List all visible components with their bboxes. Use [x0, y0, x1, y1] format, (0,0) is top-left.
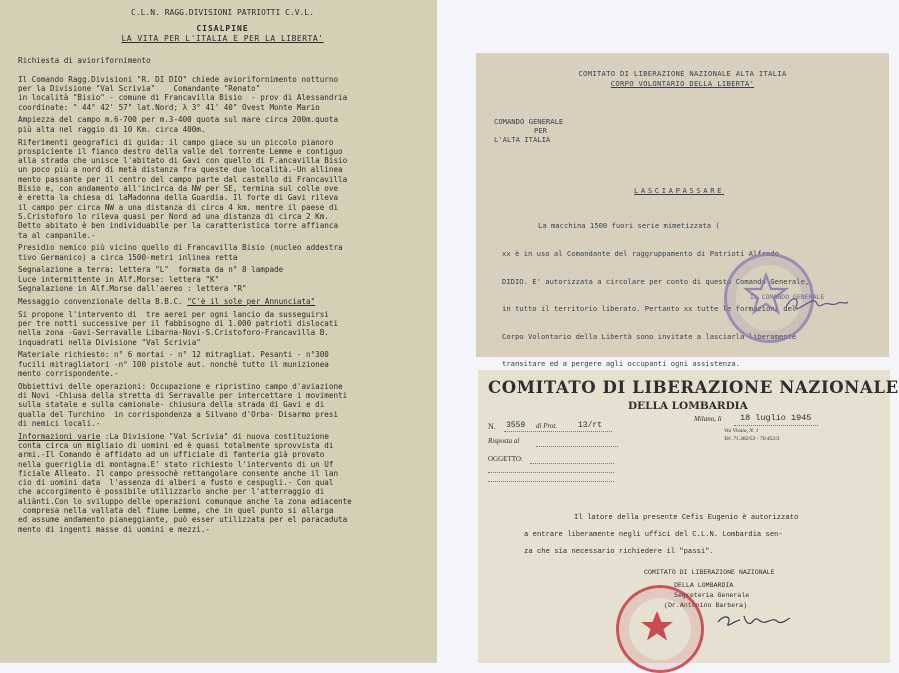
- body-line-1: Il latore della presente Cefis Eugenio è autorizzato: [574, 514, 799, 522]
- address-line: Via Vivaio, N. 1: [724, 428, 759, 434]
- body-line-3: za che sia necessario richiedere il "passi".: [524, 548, 714, 556]
- message-label: Messaggio convenzionale della B.B.C.: [18, 296, 188, 306]
- paragraph-materiale: Materiale richiesto: n° 6 mortai - n° 12 mitragliat. Pesanti - n°300 fucili mitragliatori -n° 100 pistole aut. nonchè tutto il munizionea mento corrispondente.-: [18, 350, 329, 378]
- pass-body-line: La macchina 1500 fuori serie mimetizzata (: [538, 221, 720, 231]
- addressee-line-1: COMANDO GENERALE: [494, 117, 564, 126]
- reply-label: Risposta al: [488, 437, 520, 445]
- document-clnl-pass: [478, 370, 899, 663]
- pass-body-line: xx è in uso al Comandante del raggruppamento di Patrioti Alfredo: [502, 249, 779, 259]
- paragraph-riferimenti: Riferimenti geografici di guida: il campo giace su un piccolo pianoro prospiciente il fianco destro della valle del torrente Lemme e contiguo alla strada che unisce l'abitato di Gavi con quello di F.ancavilla Bisio un poco più a nord di metà distanza fra queste due località.-Un allinea mento passante per il centro del campo parte dal castello di Francavilla Bisio e, con andamento all'incirca da NW per SE, termina sul colle ove è eretta la chiesa di laMadonna della Guardia. Il forte di Gavi rileva il campo per circa NW a una distanza di circa 4 km. mentre il paese di S.Cristoforo lo rileva quasi per Nord ad una distanza di circa 2 Km. Detto abitato è ben individuabile per la caratteristica torre affianca ta al campanile.-: [18, 137, 348, 240]
- signature-region: DELLA LOMBARDIA: [674, 582, 734, 589]
- message-text: "C'è il sole per Annunciata": [187, 296, 316, 306]
- addressee-line-2: PER: [534, 126, 547, 135]
- paragraph-messaggio: [18, 297, 427, 306]
- protocol-prefix: N.: [488, 422, 496, 431]
- pass-body-line: transitare ed a pergere agli occupanti ogni assistenza.: [502, 359, 740, 369]
- header-org: C.L.N. RAGG.DIVISIONI PATRIOTTI C.V.L.: [130, 8, 315, 17]
- handwritten-signature: [714, 610, 794, 632]
- pass-body-line: DIDIO. E' autorizzata a circolare per conto di questo Comando Generale,: [502, 276, 810, 286]
- subject-line: Richiesta di aviorifornimento: [18, 56, 151, 65]
- protocol-number: 3559: [506, 421, 526, 430]
- letterhead-title: COMITATO DI LIBERAZIONE NAZIONALE: [488, 378, 899, 397]
- header-motto: LA VITA PER L'ITALIA E PER LA LIBERTA': [121, 34, 324, 43]
- body-line-2: a entrare liberamente negli uffici del C.L.N. Lombardia sen-: [524, 531, 783, 539]
- paragraph-propone: Si propone l'intervento di tre aerei per ogni lancio da susseguirsi per tre notti successive per il fabbisogno di 1.000 patrioti dislocati nella zona -Gavi-Serravalle Libarna-Novi-S.Cristoforo-Francavilla B. inquadrati nella Divisione "Val Scrivia": [18, 309, 339, 347]
- signature-org: COMITATO DI LIBERAZIONE NAZIONALE: [644, 569, 775, 576]
- paragraph-informazioni: [18, 432, 427, 534]
- document-aviorifornimento: [0, 0, 437, 663]
- signature-office: Segreteria Generale: [674, 592, 750, 599]
- handwritten-signature: [782, 293, 852, 315]
- paragraph-presidio: Presidio nemico più vicino quello di Francavilla Bisio (nucleo addestra tivo Germanico) a circa 1500-metri inlinea retta: [18, 243, 343, 262]
- paragraph-intro: Il Comando Ragg.Divisioni "R. DI DIO" chiede aviorifornimento notturno per la Divisione "Val Scrivia" Comandante "Renato" in località "Bisio" - comune di Francavilla Bisio - prov di Alessandria coordinate: " 44° 42' 57" lat.Nord; λ 3° 41' 40" Ovest Monte Mario: [18, 74, 348, 112]
- red-round-stamp: [616, 585, 704, 673]
- pass-header-1: COMITATO DI LIBERAZIONE NAZIONALE ALTA ITALIA: [578, 69, 787, 78]
- pass-header-2: CORPO VOLONTARIO DELLA LIBERTA': [610, 79, 755, 88]
- letter-date: 18 luglio 1945: [740, 413, 812, 423]
- protocol-label: di Prot.: [536, 422, 558, 430]
- telephone-line: Tel. 71.382/53 - 70.452/3: [724, 436, 780, 442]
- subject-label: OGGETTO:: [488, 455, 523, 463]
- info-label: Informazioni varie: [18, 431, 101, 441]
- addressee-line-3: L'ALTA ITALIA: [494, 135, 551, 144]
- document-lasciapassare: [476, 53, 889, 369]
- protocol-code: 13/rt: [578, 421, 603, 430]
- red-star-icon: [616, 585, 698, 667]
- paragraph-segnalazione: Segnalazione a terra: lettera "L" formata da n° 8 lampade Luce intermittente in Alf.Morse: lettera "K" Segnalazione in Alf.Morse dall'aereo : lettera "R": [18, 265, 284, 294]
- pass-body-line: Corpo Volontario della Libertà sono invitate a lasciarla liberamente: [502, 331, 797, 341]
- header-cisalpine: CISALPINE: [196, 24, 249, 33]
- info-text: :La Divisione "Val Scrivia" di nuova costituzione conta circa un migliaio di uomini ed è quasi totalmente sprovvista di armi.-Il Comando è affidato ad un ufficiale di fanteria già provato nella guerriglia di montagna.E' stato richiesto l'intervento di un Uf ficiale Alleato. Il campo pressochè rettangolare consente anche il lan cio di uomini data l'assenza di alberi a fusto e cespugli.- Con qual che accorgimento è possibile utilizzarlo anche per l'atterraggio di aliànti.Con lo sviluppo delle operazioni comunque anche la zona adiacente compresa nella vallata del fiume Lemme, che in quel punto si allarga ed assume andamento pianeggiante, può esser utilizzata per el paracaduta mento di ingenti masse di uomini e mezzi.-: [18, 431, 352, 534]
- city-label: Milano, li: [694, 415, 722, 423]
- signature-name: (Dr.Antonino Barbera): [664, 602, 748, 609]
- paragraph-obbiettivi: Obbiettivi delle operazioni: Occupazione e ripristino campo d'aviazione di Novi -Chiusa della stretta di Serravalle per intercettare i movimenti sulla statale e sulla camionale- chiusura della strada di Gavi e di qualla del Turchino in corrispondenza a Silvano d'Orba- Disarmo presi di nemici locali.-: [18, 381, 348, 428]
- letterhead-subtitle: DELLA LOMBARDIA: [628, 400, 748, 412]
- pass-title: LASCIAPASSARE: [634, 186, 725, 195]
- paragraph-ampiezza: Ampiezza del campo m.6-700 per m.3-400 quota sul mare circa 200m.quota più alta nel raggio di 10 Km. circa 400m.: [18, 115, 339, 134]
- signature-line: IL COMANDO GENERALE: [750, 293, 825, 301]
- pass-body-line: in tutto il territorio liberato. Pertanto xx tutte le formazioni del: [502, 304, 797, 314]
